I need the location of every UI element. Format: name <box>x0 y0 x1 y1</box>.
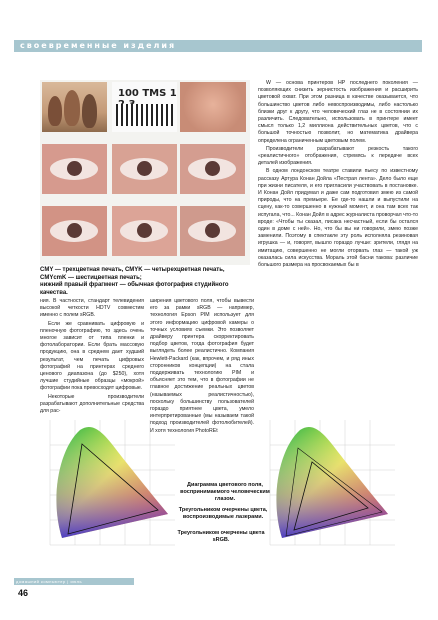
page-number: 46 <box>18 588 29 598</box>
paragraph: Если же сравнивать цифровую и пленочную фотографию, то здесь очень многое зависит от типа пленки и фотолаборатории. Если брать массовую продукцию, она в среднем дает худший результат, чем печать цифровых фотографий на принтерах среднего ценового диапазона (до $250), хотя лучшие студийные образцы «мокрой» фотографии пока превосходят цифровые. <box>40 320 144 392</box>
eye-shape <box>188 220 236 242</box>
iris <box>205 161 220 176</box>
eye-shape <box>50 220 98 242</box>
caption-line: CMY — трехцветная печать, CMYK — четырехцветная печать, <box>40 267 225 273</box>
figure-caption <box>40 267 255 297</box>
print-comparison-figure <box>40 80 250 265</box>
section-title: своевременные изделия <box>20 41 177 50</box>
family-photo-tile <box>42 82 107 132</box>
article-column-right <box>258 80 418 270</box>
paragraph: Производители разрабатывают резкость такого «реалистичного» отображения, стремясь к передаче всех деталей изображения. <box>258 145 418 167</box>
gamut-diagram-left <box>40 410 180 555</box>
caption-line: CMYcmK — шестицветная печать; <box>40 274 142 281</box>
iris <box>137 223 152 238</box>
test-chart-text: 100 TMS 1 <box>118 88 177 99</box>
eye-shape <box>50 158 98 180</box>
eye-closeup-tile <box>112 206 177 256</box>
spectral-locus-shade <box>56 427 168 538</box>
gamut-annotation: Диаграмма цветового поля, воспринимаемого человеческим глазом. <box>180 482 270 502</box>
eye-shape <box>188 158 236 180</box>
eye-shape <box>120 220 168 242</box>
person-silhouette <box>64 90 80 126</box>
person-silhouette <box>82 94 97 128</box>
eye-closeup-tile <box>42 144 107 194</box>
eye-shape <box>120 158 168 180</box>
test-chart-bars <box>116 104 173 126</box>
skin-closeup-tile <box>180 82 246 132</box>
eye-closeup-tile <box>112 144 177 194</box>
iris <box>205 223 220 238</box>
footer-caption: домашний компьютер | июль <box>16 579 83 584</box>
paragraph: ния. В частности, стандарт телевидения высокой четкости HDTV совместим именно с полем sRGB. <box>40 298 144 319</box>
gamut-diagram-svg <box>260 410 400 555</box>
paragraph: W — основа принтеров HP последнего поколения — позволяющих снизить зернистость изображения и расширить цветовой охват. При этом разница в качестве оказывается, что большинство цветов либо невоспроизводимы, либо настолько близки друг к другу, что человеческий глаз не в состоянии их различить. Следовательно, использовать в принтере имеет смысл только 1,2 миллиона действительных цветов, что с большой точностью позволит, но математика драйвера определена ограниченным цветовым полем. <box>258 80 418 144</box>
paragraph: В одном лондонском театре ставили пьесу по известному рассказу Артура Конан Дойла «Пестрая лента». Дело было еще при жизни писателя, и его пригласили участвовать в постановке. И Конан Дойл придумал и даже сам подготовил змею из самой природы, что на премьере. Ее где-то нашли и выпустили на сцену, как-то совершенно в нужный момент, и она там всех так испугала, что... Конан Дойл в адрес журналиста проворчал что-то вроде: «Чтобы ты сказал, писака несчастный, если бы остался один в доме с ней». Но, что бы вы ни говорили, змею позже заменили. Поэтому в спектакле эту роль исполняла резиновая игрушка — и, говорят, вышло гораздо лучше: зрители, глядя на имитацию, совершенно не могли оторвать глаз — такой уж оказалась сила искусства. Мораль этой басни такова: различие большого размера на просвокаемых бы в <box>258 168 418 269</box>
gamut-annotation: Треугольником очерчены цвета sRGB. <box>177 530 265 543</box>
iris <box>67 161 82 176</box>
gamut-diagram-svg <box>40 410 180 555</box>
iris <box>67 223 82 238</box>
eye-closeup-tile <box>180 206 245 256</box>
gamut-diagram-right <box>260 410 400 555</box>
iris <box>137 161 152 176</box>
gamut-annotation: Треугольником очерчены цвета, воспроизводимые лазерами. <box>178 507 268 520</box>
eye-closeup-tile <box>180 144 245 194</box>
test-chart-tile <box>112 82 177 132</box>
caption-line: нижний правый фрагмент — обычная фотография студийного качества. <box>40 282 229 296</box>
paragraph: ширения цветового поля, чтобы вывести его за рамки sRGB — например, технология Epson PIM использует для этого информацию цифровой камеры о точных условиях съемки. Это позволяет драйверу принтера скорректировать подбор цветов, тогда фотография будет выглядеть более реалистично. Компания Hewlett-Packard (как, впрочем, и ряд иных сторонников концепции) на стала поддерживать технологию PIM и объясняет это тем, что в фотографии не главное достижение реальных цветов (называемых реалистичностью), поскольку большинству пользователей гораздо приятнее цвета, умело интерпретированные (мы называем такой подход производителей фотолюбителей). И хотя технология PhotoREt <box>150 298 254 434</box>
eye-closeup-tile <box>42 206 107 256</box>
article-column-left <box>40 298 144 416</box>
person-silhouette <box>48 96 62 126</box>
paragraph: Некоторые производители разрабатывают дополнительные средства для рас- <box>40 393 144 415</box>
